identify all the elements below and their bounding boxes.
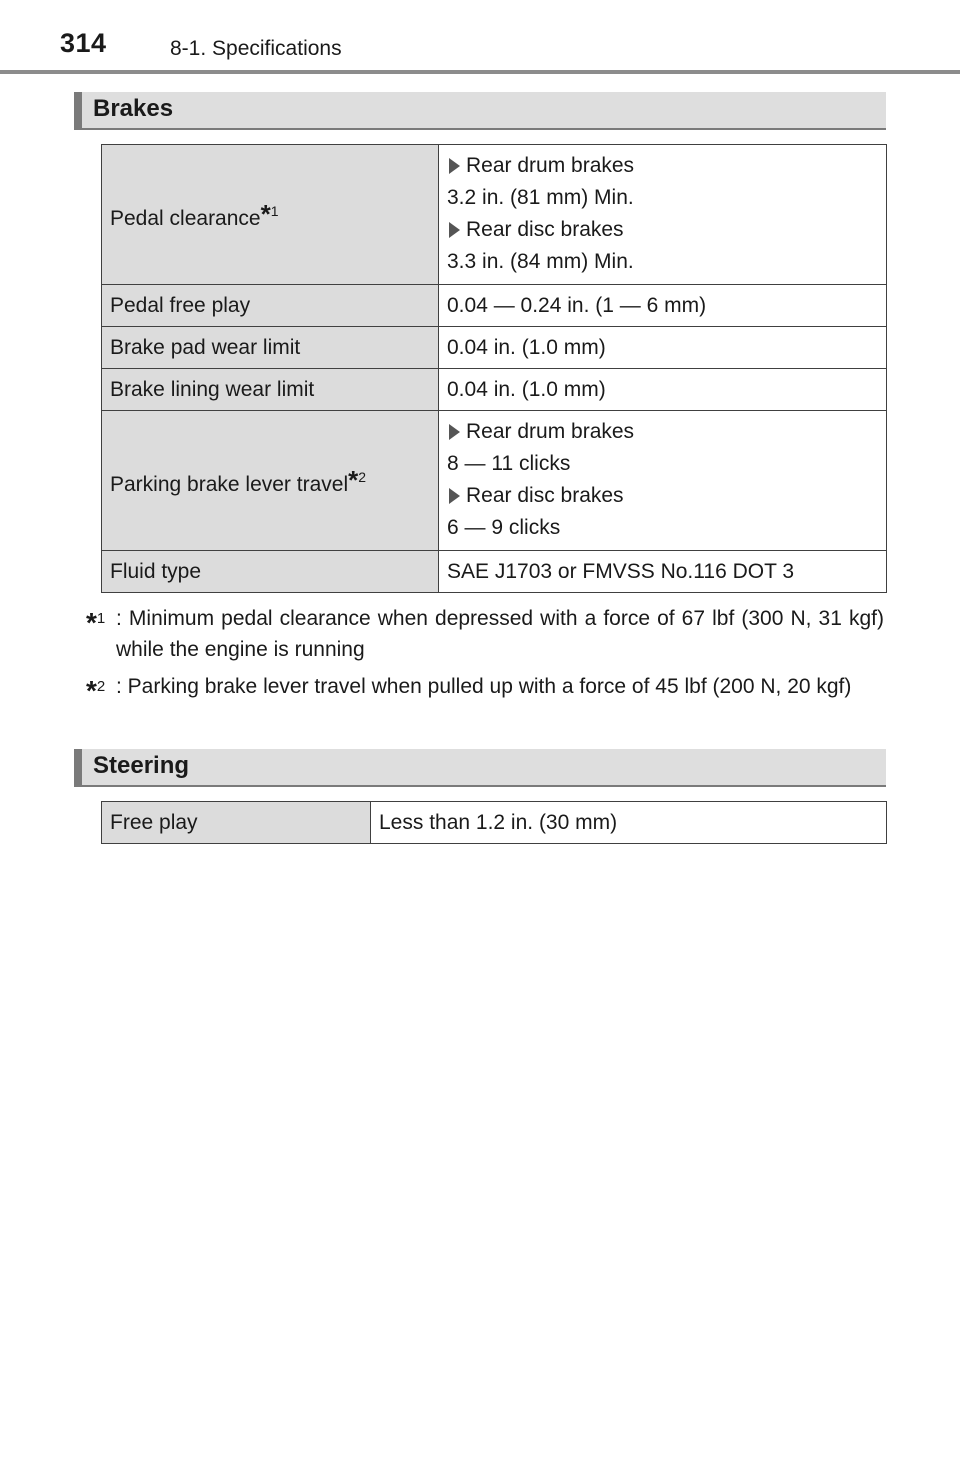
right-triangle-bullet-icon: [449, 488, 460, 504]
footnote-asterisk: *: [348, 464, 359, 495]
page-header: [0, 0, 960, 76]
table-row: [102, 145, 887, 285]
footnote-text: : Minimum pedal clearance when depressed with a force of 67 lbf (300 N, 31 kgf) while the engine is running: [116, 607, 884, 661]
steering-spec-table: [101, 801, 887, 844]
header-divider: [0, 70, 960, 74]
spec-value-cell: [439, 411, 887, 551]
option-heading: [447, 417, 878, 447]
spec-label-cell: [102, 145, 439, 285]
chapter-title: 8-1. Specifications: [170, 37, 342, 60]
table-row: [102, 411, 887, 551]
table-row: [102, 369, 887, 411]
footnote-marker: [86, 603, 105, 641]
footnote-ref: 2: [358, 468, 367, 485]
brakes-section-header: [74, 92, 886, 130]
steering-section-title: Steering: [93, 752, 190, 779]
spec-label: Pedal clearance: [110, 206, 261, 230]
footnote-marker: [86, 671, 105, 709]
option-heading: [447, 481, 878, 511]
footnote-text: : Parking brake lever travel when pulled up with a force of 45 lbf (200 N, 20 kgf): [116, 675, 852, 698]
table-row: [102, 285, 887, 327]
spec-label: Parking brake lever travel: [110, 472, 349, 496]
spec-label: Brake pad wear limit: [102, 327, 439, 369]
option-name: Rear disc brakes: [466, 483, 624, 507]
table-row: [102, 802, 887, 844]
spec-label: Free play: [102, 802, 371, 844]
spec-value: SAE J1703 or FMVSS No.116 DOT 3: [439, 551, 887, 593]
footnote-1: [86, 603, 884, 665]
page-number: 314: [60, 28, 107, 58]
spec-value: 0.04 in. (1.0 mm): [439, 327, 887, 369]
spec-value-cell: [439, 145, 887, 285]
option-value: 3.2 in. (81 mm) Min.: [447, 185, 634, 209]
footnote-number: 2: [96, 678, 106, 695]
footnote-2: [86, 671, 884, 706]
option-heading: [447, 151, 878, 181]
option-value: 6 — 9 clicks: [447, 515, 561, 539]
spec-value: 0.04 — 0.24 in. (1 — 6 mm): [439, 285, 887, 327]
spec-value: 0.04 in. (1.0 mm): [439, 369, 887, 411]
spec-label: Brake lining wear limit: [102, 369, 439, 411]
section-accent-bar: [74, 749, 82, 785]
footnote-asterisk: *: [260, 198, 271, 229]
brakes-spec-table: [101, 144, 887, 593]
brakes-section-title: Brakes: [93, 95, 174, 122]
spec-label-cell: [102, 411, 439, 551]
spec-label: Fluid type: [102, 551, 439, 593]
option-name: Rear drum brakes: [466, 419, 635, 443]
footnote-ref: 1: [270, 202, 279, 219]
right-triangle-bullet-icon: [449, 222, 460, 238]
table-row: [102, 327, 887, 369]
footnote-number: 1: [96, 610, 106, 627]
option-name: Rear disc brakes: [466, 217, 624, 241]
footnote-asterisk: *: [86, 607, 97, 638]
spec-label: Pedal free play: [102, 285, 439, 327]
spec-value: Less than 1.2 in. (30 mm): [371, 802, 887, 844]
right-triangle-bullet-icon: [449, 158, 460, 174]
option-heading: [447, 215, 878, 245]
section-accent-bar: [74, 92, 82, 128]
right-triangle-bullet-icon: [449, 424, 460, 440]
option-name: Rear drum brakes: [466, 153, 635, 177]
option-value: 8 — 11 clicks: [447, 451, 571, 475]
steering-section-header: [74, 749, 886, 787]
option-value: 3.3 in. (84 mm) Min.: [447, 249, 634, 273]
table-row: [102, 551, 887, 593]
footnote-asterisk: *: [86, 675, 97, 706]
